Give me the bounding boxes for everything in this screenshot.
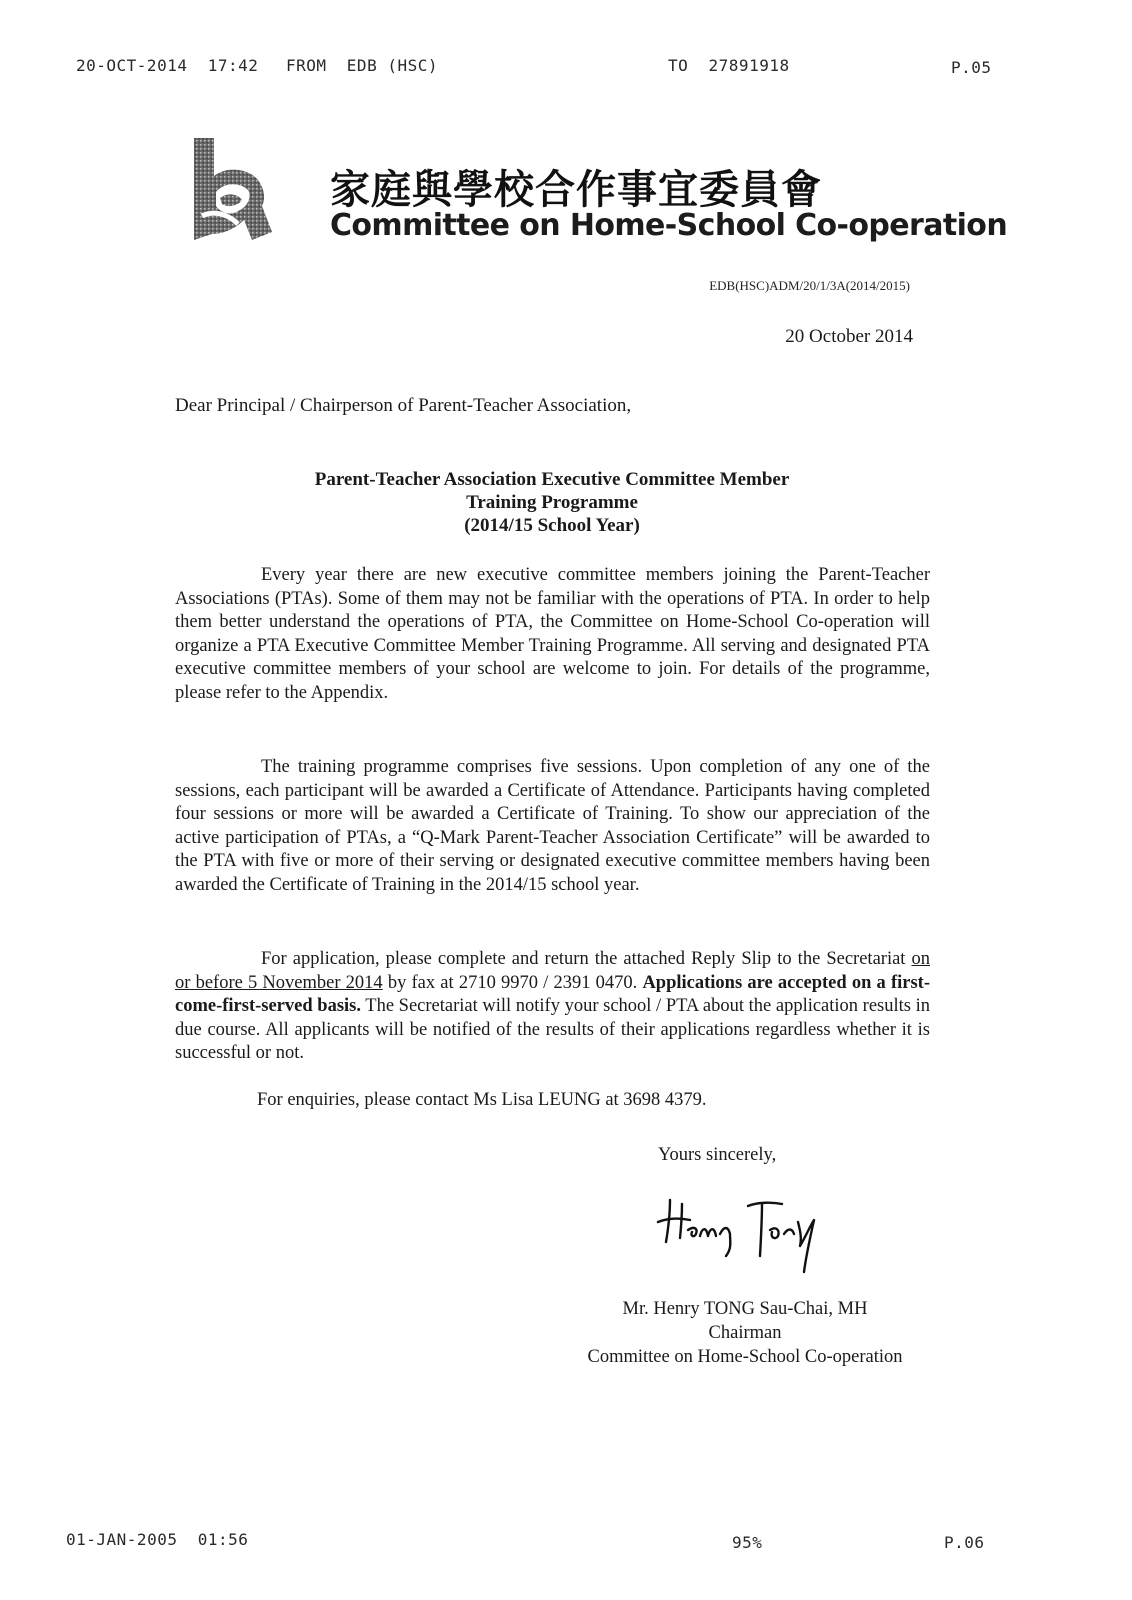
- title-line-3: (2014/15 School Year): [464, 515, 640, 536]
- paragraph-3: [175, 948, 930, 1066]
- paragraph-1: [175, 564, 930, 705]
- closing-line: Yours sincerely,: [658, 1145, 777, 1165]
- signer-title: Chairman: [708, 1323, 782, 1343]
- fax-header-to: TO 27891918: [668, 56, 790, 75]
- letter-date: 20 October 2014: [785, 326, 913, 347]
- paragraph-2-text: The training programme comprises five sessions. Upon completion of any one of the sessions, each participant will be awarded a Certificate of Attendance. Participants having completed four sessions or more will be awarded a Certificate of Training. To show our appreciation of the active participation of PTAs, a “Q-Mark Parent-Teacher Association Certificate” will be awarded to the PTA with five or more of their serving or designated executive committee members having been awarded the Certificate of Training in the 2014/15 school year.: [175, 757, 930, 895]
- fax-header-page: P.05: [951, 58, 992, 77]
- letter-title: [175, 468, 929, 537]
- title-line-2: Training Programme: [466, 492, 638, 513]
- fax-footer-page: P.06: [944, 1533, 985, 1552]
- fax-header-datetime: 20-OCT-2014 17:42: [76, 56, 259, 75]
- paragraph-3-text-b: by fax at 2710 9970 / 2391 0470.: [382, 972, 643, 993]
- title-line-1: Parent-Teacher Association Executive Committee Member: [314, 469, 790, 490]
- reference-number: EDB(HSC)ADM/20/1/3A(2014/2015): [709, 278, 910, 293]
- fax-footer-datetime: 01-JAN-2005 01:56: [66, 1530, 249, 1549]
- org-name-english: Committee on Home-School Co-operation: [330, 208, 1008, 243]
- handwritten-signature: [650, 1186, 820, 1276]
- signer-organization: Committee on Home-School Co-operation: [587, 1347, 903, 1367]
- signer-block: [555, 1297, 935, 1369]
- salutation: Dear Principal / Chairperson of Parent-Teacher Association,: [175, 395, 632, 416]
- application-deadline: on or before 5 November 2014: [175, 949, 930, 993]
- fax-header-from: FROM EDB (HSC): [286, 56, 438, 75]
- paragraph-2: [175, 756, 930, 897]
- org-name-chinese: 家庭與學校合作事宜委員會: [330, 167, 822, 213]
- enquiries-line: For enquiries, please contact Ms Lisa LEUNG at 3698 4379.: [257, 1090, 707, 1110]
- signer-name: Mr. Henry TONG Sau-Chai, MH: [622, 1299, 868, 1319]
- fax-footer-quality: 95%: [732, 1533, 763, 1552]
- committee-logo: [192, 136, 274, 242]
- first-come-notice: Applications are accepted on a first-come-first-served basis.: [175, 972, 930, 1016]
- paragraph-3-text-a: For application, please complete and return the attached Reply Slip to the Secretariat: [261, 949, 912, 969]
- paragraph-1-text: Every year there are new executive committee members joining the Parent-Teacher Associations (PTAs). Some of them may not be familiar with the operations of PTA. In order to help them better understand the operations of PTA, the Committee on Home-School Co-operation will organize a PTA Executive Committee Member Training Programme. All serving and designated PTA executive committee members of your school are welcome to join. For details of the programme, please refer to the Appendix.: [175, 565, 930, 703]
- paragraph-3-text-c: The Secretariat will notify your school / PTA about the application results in due course. All applicants will be notified of the results of their applications regardless whether it is successful or not.: [175, 996, 930, 1063]
